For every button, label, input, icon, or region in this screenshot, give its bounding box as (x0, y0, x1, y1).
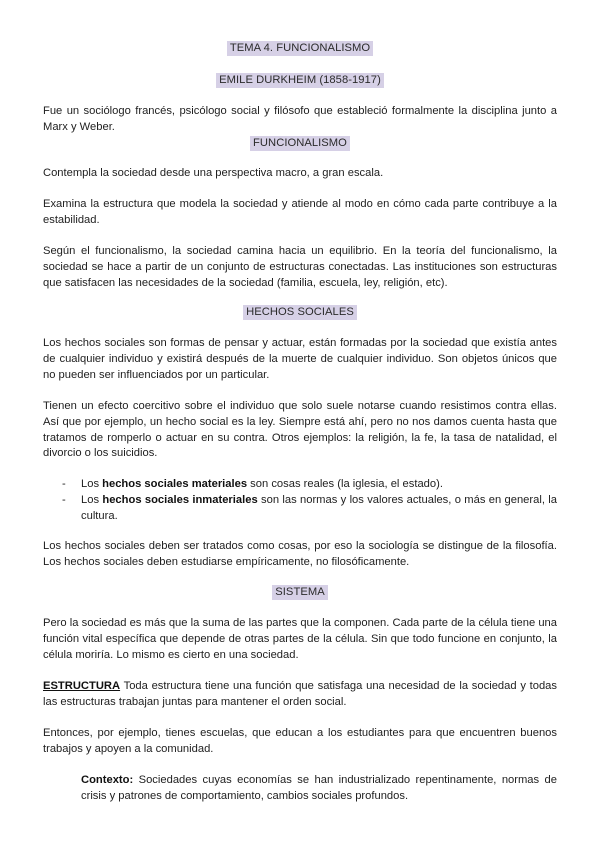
contexto-term: Contexto: (81, 774, 134, 786)
bullet-term: hechos sociales materiales (102, 478, 248, 490)
sistema-heading: SISTEMA (272, 585, 327, 600)
hechos-paragraph-1: Los hechos sociales son formas de pensar y actuar, están formadas por la sociedad que existía antes de cualquier individuo y existirá después de la muerte de cualquier individuo. Son objetos únicos que no pueden ser influenciados por un particular. (43, 337, 557, 381)
list-item (62, 493, 557, 525)
estructura-paragraph (43, 679, 557, 711)
funcionalismo-paragraph-3: Según el funcionalismo, la sociedad camina hacia un equilibrio. En la teoría del funcionalismo, la sociedad se hace a partir de un conjunto de estructuras conectadas. Las instituciones son estructuras que satisfacen las necesidades de la sociedad (familia, escuela, ley, religión, etc). (43, 245, 557, 289)
contexto-text: Sociedades cuyas economías se han industrializado repentinamente, normas de crisis y patrones de comportamiento, cambios sociales profundos. (81, 774, 557, 802)
contexto-paragraph (81, 773, 557, 805)
entonces-paragraph: Entonces, por ejemplo, tienes escuelas, que educan a los estudiantes para que encuentren buenos trabajos y apoyen a la comunidad. (43, 727, 557, 755)
hechos-paragraph-3: Los hechos sociales deben ser tratados como cosas, por eso la sociología se distingue de la filosofía. Los hechos sociales deben estudiarse empíricamente, no filosóficamente. (43, 540, 557, 568)
hechos-paragraph-2: Tienen un efecto coercitivo sobre el individuo que solo suele notarse cuando resistimos contra ellas. Así que por ejemplo, un hecho social es la ley. Siempre está ahí, pero no nos damos cuenta hasta que tratamos de romperlo o actuar en su contra. Otros ejemplos: la religión, la fe, la tasa de natalidad, el divorcio o los suicidios. (43, 400, 557, 460)
hechos-heading: HECHOS SOCIALES (243, 305, 357, 320)
estructura-text: Toda estructura tiene una función que satisfaga una necesidad de la sociedad y todas las estructuras trabajan juntas para mantener el orden social. (43, 680, 557, 708)
funcionalismo-heading: FUNCIONALISMO (250, 136, 350, 151)
hechos-row (0, 305, 600, 320)
title-row (0, 41, 600, 56)
durkheim-row (0, 73, 600, 88)
funcionalismo-paragraph-2: Examina la estructura que modela la sociedad y atiende al modo en cómo cada parte contribuye a la estabilidad. (43, 198, 557, 226)
bullet-dash: - (62, 493, 66, 506)
bullet-dash: - (62, 478, 66, 490)
bullet-text-pre: Los (81, 493, 103, 506)
estructura-term: ESTRUCTURA (43, 680, 121, 692)
durkheim-heading: EMILE DURKHEIM (1858-1917) (216, 73, 384, 88)
bullet-text-post: son las normas y los valores actuales, o más en general, la cultura. (81, 493, 557, 522)
list-item (62, 477, 557, 493)
sistema-row (0, 585, 600, 600)
sistema-paragraph-1: Pero la sociedad es más que la suma de las partes que la componen. Cada parte de la célula tiene una función vital específica que depende de otras partes de la célula. Sin que todo funcione en conjunto, la célula moriría. Lo mismo es cierto en una sociedad. (43, 617, 557, 661)
intro-paragraph: Fue un sociólogo francés, psicólogo social y filósofo que estableció formalmente la disciplina junto a Marx y Weber. (43, 105, 557, 133)
bullet-term: hechos sociales inmateriales (102, 493, 258, 506)
bullet-text-post: son cosas reales (la iglesia, el estado). (247, 478, 443, 490)
title-heading: TEMA 4. FUNCIONALISMO (227, 41, 373, 56)
hechos-list (62, 477, 557, 524)
funcionalismo-row (0, 136, 600, 151)
funcionalismo-paragraph-1: Contempla la sociedad desde una perspectiva macro, a gran escala. (43, 167, 384, 179)
bullet-text-pre: Los (81, 478, 103, 490)
